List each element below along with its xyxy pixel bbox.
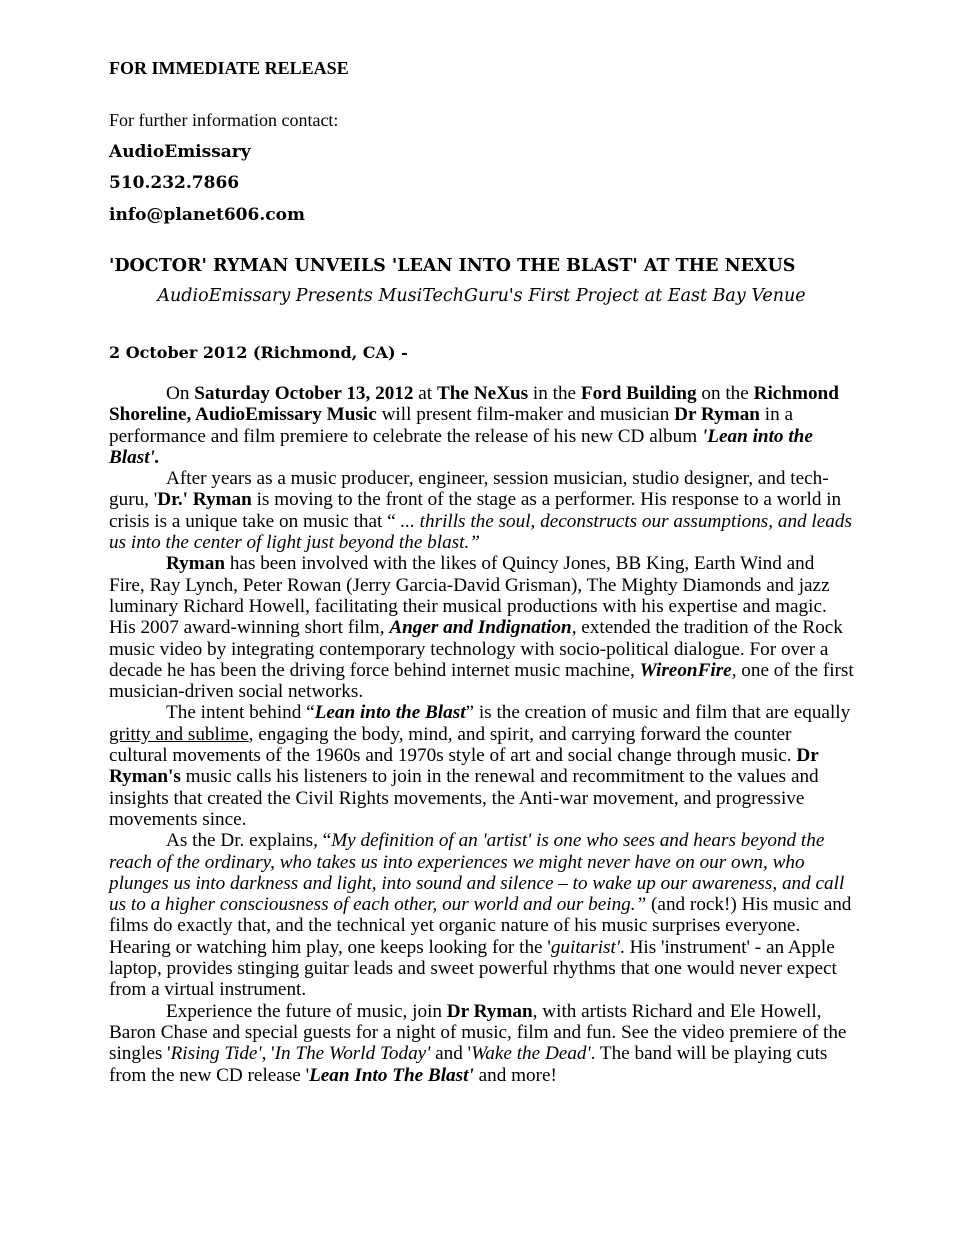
text-run: Saturday October 13, 2012	[194, 383, 414, 404]
text-run: WireonFire	[639, 659, 732, 681]
text-run: music calls his listeners to join in the renewal and recommitment to the values and insights that created the Civil Rights movements, the Anti-war movement, and progressive movements since.	[109, 766, 819, 830]
text-run: , with artists Richard and Ele Howell, Baron Chase and special guests for a night of music, film and fun. See the video premiere of the singles '	[109, 1000, 847, 1065]
text-run: and '	[430, 1043, 472, 1065]
text-run: in the	[528, 383, 581, 404]
text-run: Lean Into The Blast'	[309, 1064, 474, 1086]
text-run: The NeXus	[436, 383, 529, 404]
body-paragraph	[109, 468, 854, 553]
text-run: Dr Ryman's	[109, 745, 819, 788]
text-run: On	[166, 383, 195, 404]
body-paragraph	[109, 1001, 854, 1086]
text-run: at	[413, 383, 437, 404]
text-run: , engaging the body, mind, and spirit, and carrying forward the counter cultural movements of the 1960s and 1970s style of art and social change through music.	[109, 723, 797, 767]
text-run: Dr Ryman	[446, 1000, 533, 1022]
text-run: , extended the tradition of the Rock music video by integrating contemporary technology with socio-political dialogue. For over a decade he has been the driving force behind internet music machine,	[109, 617, 843, 681]
text-run: Rising Tide'	[170, 1043, 262, 1065]
release-notice: FOR IMMEDIATE RELEASE	[109, 58, 349, 78]
text-run: ” is the creation of music and film that are equally	[465, 702, 851, 724]
text-run: on the	[696, 383, 754, 404]
text-run: and more!	[473, 1064, 557, 1086]
text-run: gritty and sublime	[109, 723, 249, 745]
text-run: Dr Ryman	[674, 404, 760, 426]
text-run: . The band will be playing cuts from the new CD release '	[109, 1043, 828, 1086]
text-run: The intent behind “	[166, 702, 315, 724]
text-run: (and rock!) His music and films do exactly that, and the technical yet organic nature of his music surprises everyone. Hearing or watching him play, one keeps looking for the '	[109, 894, 852, 958]
text-run: guitarist'	[550, 936, 620, 958]
text-run: My definition of an 'artist' is one who sees and hears beyond the reach of the ordinary, who takes us into experiences we might never have on our own, who plunges us into darkness and light, into sound and silence – to wake up our awareness, and call us to a higher consciousness of each other, our world and our being.”	[109, 830, 845, 916]
text-run: Lean into the Blast	[314, 702, 466, 724]
contact-intro: For further information contact:	[109, 110, 339, 130]
text-run: , '	[261, 1043, 275, 1065]
text-run: , one of the first musician-driven social networks.	[109, 659, 854, 703]
dateline: 2 October 2012 (Richmond, CA) -	[109, 343, 408, 362]
text-run: . His 'instrument' - an Apple laptop, provides stinging guitar leads and sweet powerful rhythms that one would never expect from a virtual instrument.	[109, 936, 837, 1001]
text-run: 'Lean into the Blast'.	[109, 425, 813, 468]
body-paragraph	[109, 383, 854, 468]
text-run: will present film-maker and musician	[376, 404, 675, 426]
body-paragraph	[109, 830, 854, 1000]
subheadline: AudioEmissary Presents MusiTechGuru's First Project at East Bay Venue	[157, 286, 806, 306]
headline: 'DOCTOR' RYMAN UNVEILS 'LEAN INTO THE BLAST' AT THE NEXUS	[109, 256, 796, 276]
text-run: Ryman	[166, 553, 226, 575]
text-run: Dr.' Ryman	[157, 489, 252, 511]
text-run: ... thrills the soul, deconstructs our assumptions, and leads us into the center of light just beyond the blast.”	[109, 510, 852, 554]
text-run: has been involved with the likes of Quincy Jones, BB King, Earth Wind and Fire, Ray Lynch, Peter Rowan (Jerry Garcia-David Grisman), The Mighty Diamonds and jazz luminary Richard Howell, facilitating their musical productions with his expertise and magic. His 2007 award-winning short film,	[109, 553, 830, 639]
contact-email: info@planet606.com	[109, 205, 305, 225]
text-run: Anger and Indignation	[389, 617, 572, 639]
text-run: Ford Building	[580, 383, 697, 404]
text-run: Richmond Shoreline, AudioEmissary Music	[109, 383, 839, 426]
body-text	[109, 383, 854, 1086]
text-run: Wake the Dead'	[471, 1043, 591, 1065]
text-run: Experience the future of music, join	[166, 1000, 447, 1022]
text-run: As the Dr. explains, “	[166, 830, 332, 852]
text-run: In The World Today'	[274, 1043, 431, 1065]
contact-organization: AudioEmissary	[109, 142, 251, 162]
text-run: in a performance and film premiere to celebrate the release of his new CD album	[109, 404, 794, 447]
text-run: is moving to the front of the stage as a performer. His response to a world in crisis is a unique take on music that “	[109, 489, 842, 532]
body-paragraph	[109, 553, 854, 702]
text-run: After years as a music producer, engineer, session musician, studio designer, and tech-guru, '	[109, 468, 829, 511]
contact-phone: 510.232.7866	[109, 173, 240, 193]
body-paragraph	[109, 702, 854, 830]
